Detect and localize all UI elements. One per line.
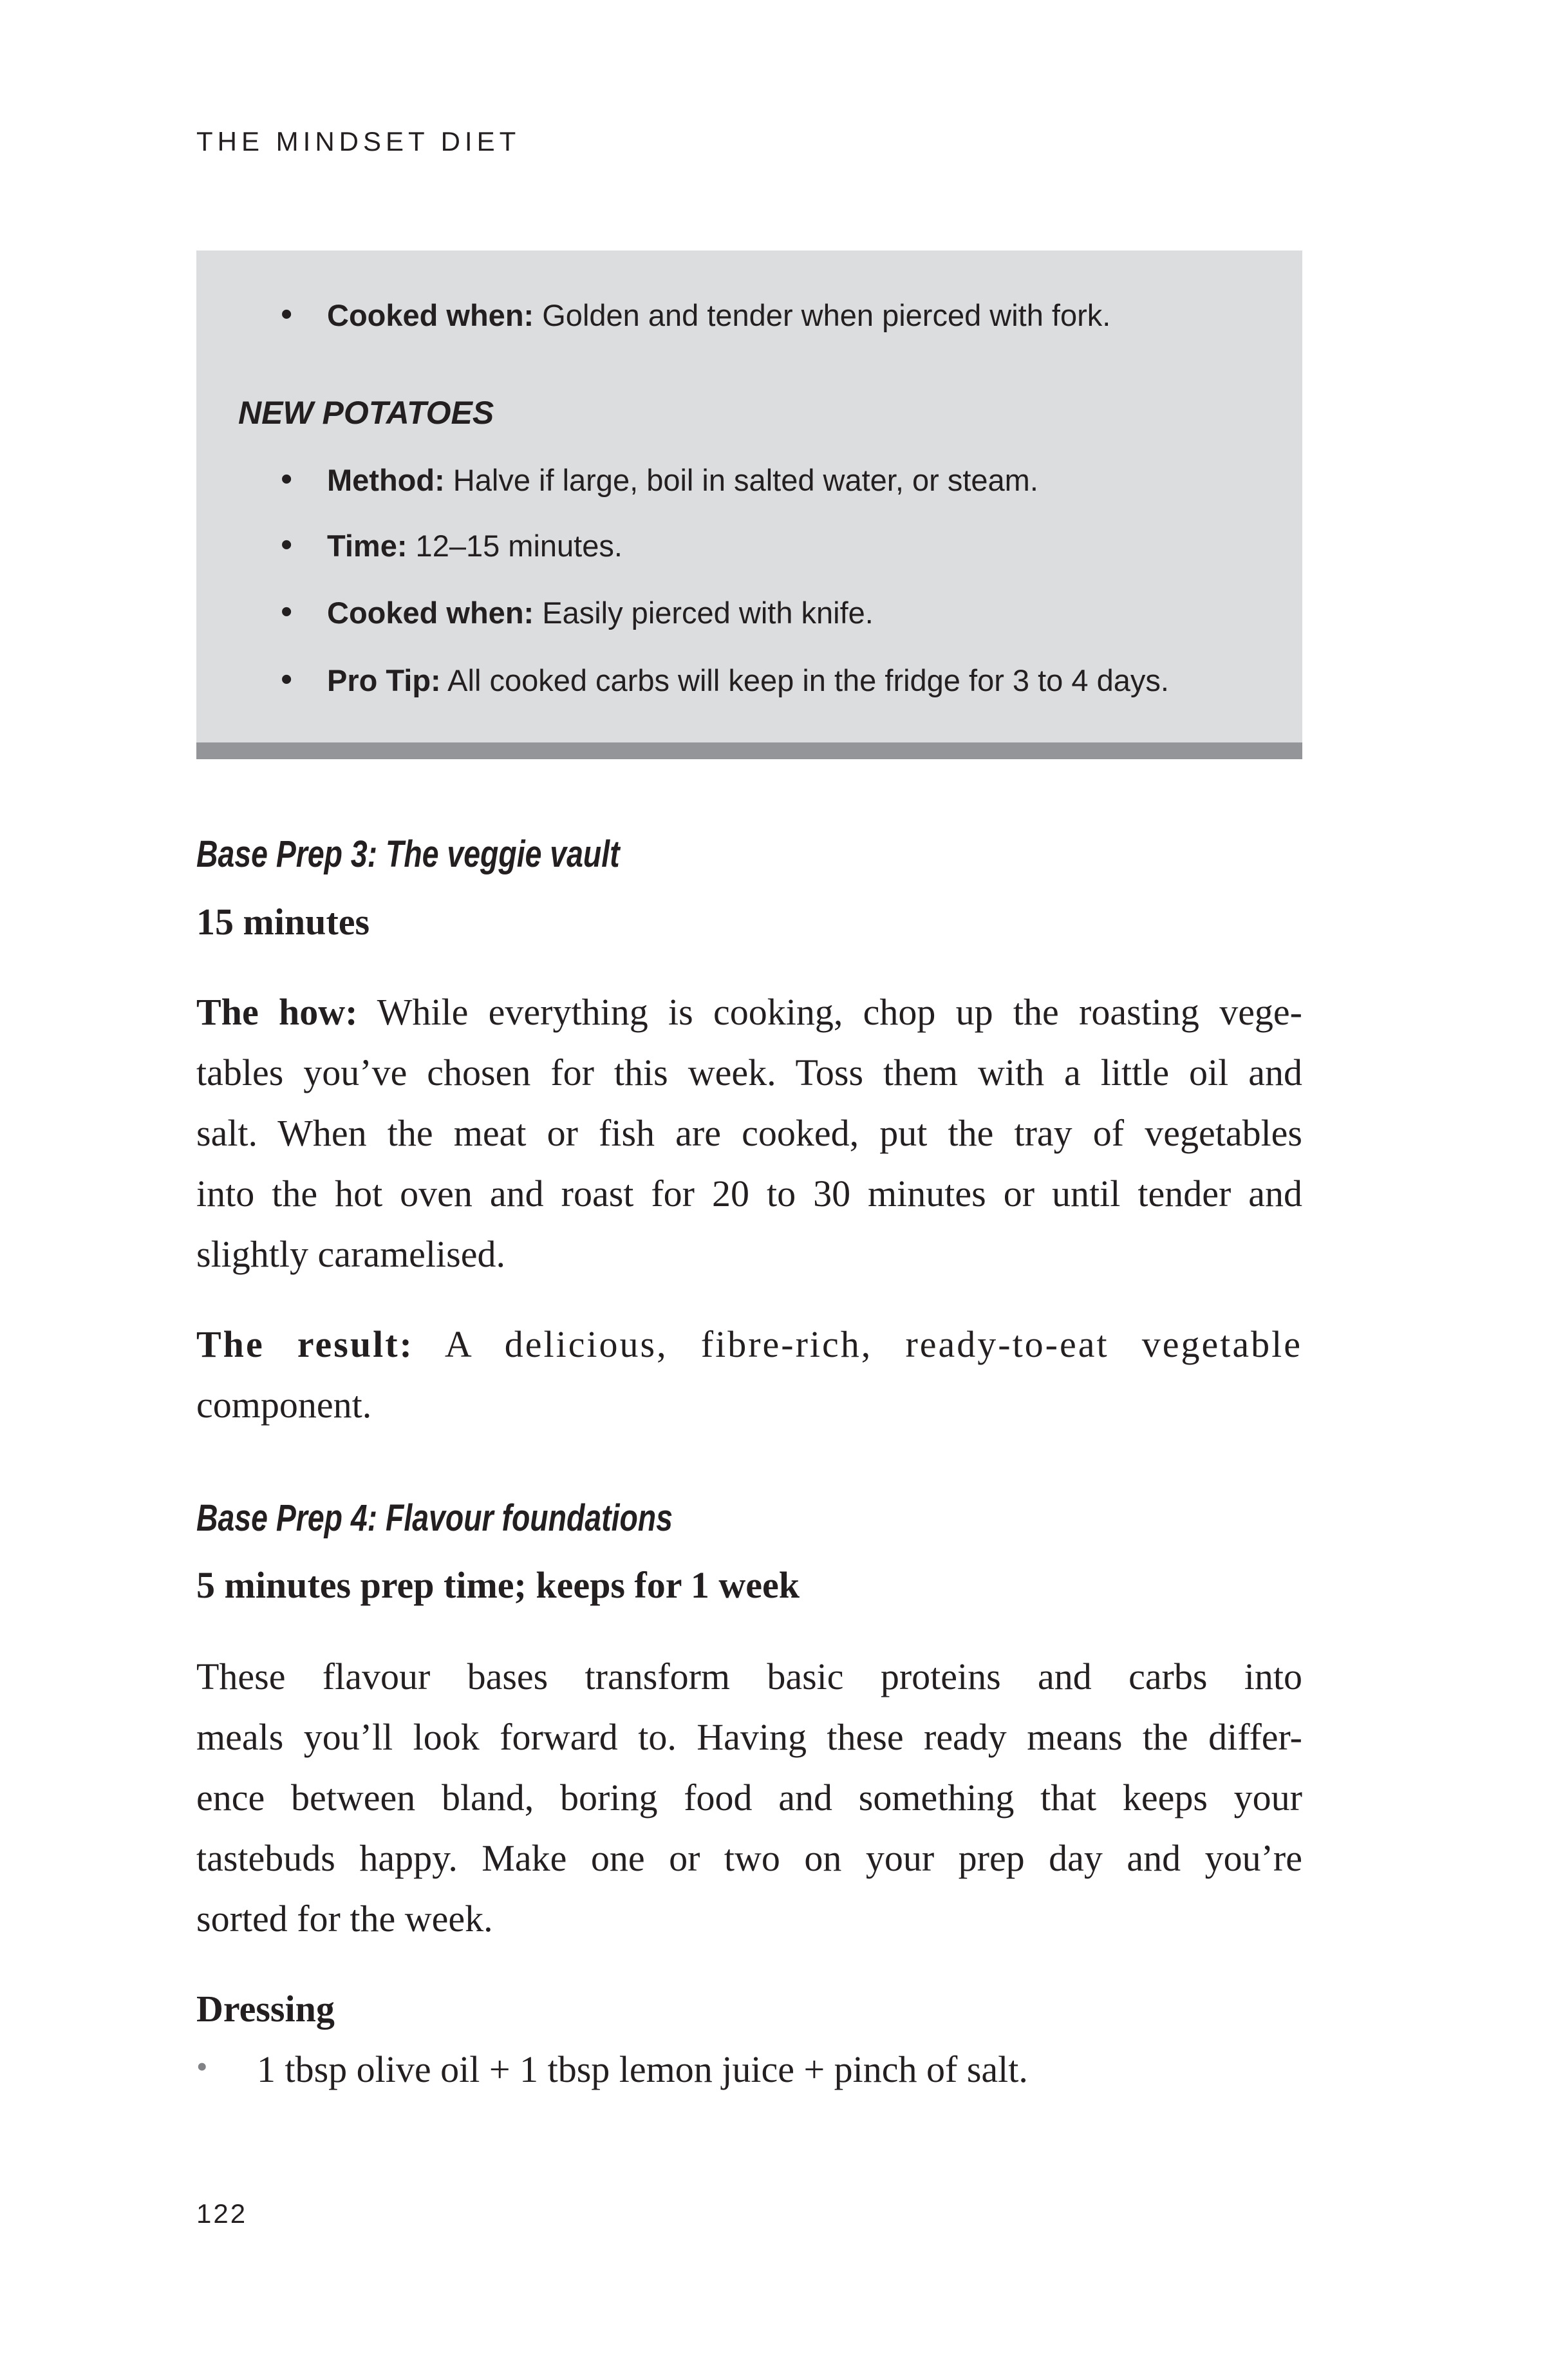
box-list-item (281, 593, 874, 630)
bullet-icon: • (281, 460, 293, 498)
prep3-time: 15 minutes (196, 901, 370, 943)
paragraph-line: component. (196, 1384, 372, 1426)
line-text: A delicious, fibre-rich, ready-to-eat vegetable (413, 1323, 1302, 1365)
how-label: The how: (196, 991, 358, 1033)
dressing-list-item (196, 2048, 1302, 2099)
running-head: THE MINDSET DIET (196, 126, 521, 156)
box-section-title: NEW POTATOES (238, 395, 494, 431)
paragraph-line: slightly caramelised. (196, 1233, 505, 1275)
bullet-icon: • (281, 661, 293, 698)
result-label: The result: (196, 1323, 414, 1365)
item-label: Cooked when: (327, 298, 534, 332)
bullet-icon: • (196, 2048, 208, 2084)
info-box-bottom-rule (196, 742, 1302, 759)
box-list-item (281, 460, 1038, 498)
item-label: Cooked when: (327, 596, 534, 630)
dressing-title: Dressing (196, 1988, 335, 2030)
box-list-item (281, 526, 623, 563)
item-text: Golden and tender when pierced with fork. (534, 298, 1111, 332)
paragraph-line: meals you’ll look forward to. Having these ready means the differ- (196, 1716, 1302, 1758)
item-text: Halve if large, boil in salted water, or steam. (444, 463, 1038, 497)
prep4-title: Base Prep 4: Flavour foundations (196, 1497, 673, 1539)
item-label: Method: (327, 463, 445, 497)
paragraph-line: tastebuds happy. Make one or two on your prep day and you’re (196, 1837, 1302, 1879)
prep4-time: 5 minutes prep time; keeps for 1 week (196, 1564, 800, 1606)
line-text: While everything is cooking, chop up the roasting vege- (357, 991, 1302, 1033)
paragraph-line: These flavour bases transform basic proteins and carbs into (196, 1656, 1302, 1697)
bullet-icon: • (281, 593, 293, 630)
paragraph-line (196, 990, 1302, 1034)
bullet-icon: • (281, 296, 293, 333)
item-label: Pro Tip: (327, 663, 441, 697)
paragraph-line: salt. When the meat or fish are cooked, put the tray of vegetables (196, 1112, 1302, 1154)
item-text: All cooked carbs will keep in the fridge for 3 to 4 days. (440, 663, 1169, 697)
page-number: 122 (196, 2198, 248, 2229)
bullet-icon: • (281, 526, 293, 563)
box-list-item (281, 296, 1111, 333)
prep3-title: Base Prep 3: The veggie vault (196, 833, 620, 875)
item-label: Time: (327, 529, 407, 563)
paragraph-line: tables you’ve chosen for this week. Toss them with a little oil and (196, 1052, 1302, 1093)
paragraph-line (196, 1323, 1302, 1366)
paragraph-line: sorted for the week. (196, 1898, 493, 1940)
item-text: 12–15 minutes. (407, 529, 623, 563)
item-text: 1 tbsp olive oil + 1 tbsp lemon juice + pinch of salt. (257, 2048, 1028, 2090)
box-list-item (281, 661, 1169, 698)
paragraph-line: into the hot oven and roast for 20 to 30 minutes or until tender and (196, 1173, 1302, 1214)
paragraph-line: ence between bland, boring food and something that keeps your (196, 1777, 1302, 1818)
item-text: Easily pierced with knife. (534, 596, 874, 630)
